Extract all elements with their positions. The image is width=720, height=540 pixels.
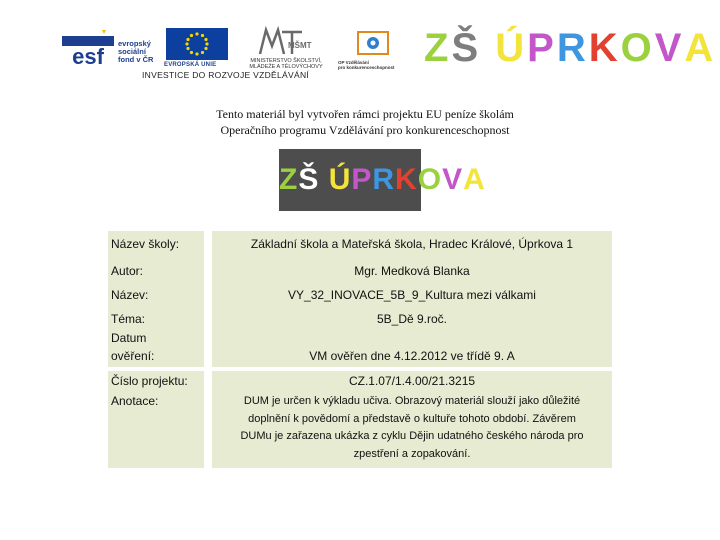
intro-text xyxy=(130,106,600,138)
intro-line-1: Tento materiál byl vytvořen rámci projektu EU peníze školám xyxy=(216,107,514,121)
row-topic-label-cell xyxy=(108,307,204,367)
value-project: CZ.1.07/1.4.00/21.3215 xyxy=(348,374,476,388)
value-author: Mgr. Medková Blanka xyxy=(354,264,470,278)
label-author: Autor: xyxy=(111,264,144,278)
row-annotation-value-cell xyxy=(212,391,612,468)
label-title: Název: xyxy=(111,288,149,302)
logo-letter: Š xyxy=(298,163,320,196)
logo-letter: O xyxy=(417,163,443,196)
row-author-label-cell xyxy=(108,257,204,283)
row-school-label-cell xyxy=(108,231,204,257)
annotation-line-3: DUMu je zařazena ukázka z cyklu Dějin udatného českého národa pro xyxy=(240,430,584,442)
msmt-logo-icon xyxy=(258,26,312,56)
esf-text: evropský sociální fond v ČR xyxy=(118,39,154,64)
row-title xyxy=(108,283,612,307)
row-title-label-cell xyxy=(108,283,204,307)
row-author-value-cell xyxy=(212,257,612,283)
row-annotation xyxy=(108,391,612,468)
logo-letter: R xyxy=(372,163,396,196)
logo-letter xyxy=(481,26,495,70)
investice-banner: INVESTICE DO ROZVOJE VZDĚLÁVÁNÍ xyxy=(142,70,310,80)
logo-letter: K xyxy=(588,26,621,70)
value-annotation xyxy=(212,393,612,463)
label-annotation: Anotace: xyxy=(111,394,159,408)
logo-letter: P xyxy=(351,163,373,196)
label-project: Číslo projektu: xyxy=(111,374,188,388)
row-project xyxy=(108,371,612,391)
logo-letter: R xyxy=(556,26,589,70)
label-topic: Téma: xyxy=(111,312,146,326)
label-verified-2: ověření: xyxy=(111,349,155,363)
logo-letter: O xyxy=(620,26,655,70)
annotation-line-4: zpestření a zopakování. xyxy=(353,447,471,460)
logo-letter: A xyxy=(463,163,486,196)
label-verified-1: Datum xyxy=(111,331,147,345)
row-topic-verified xyxy=(108,307,612,367)
logo-letter: P xyxy=(527,26,557,70)
logo-letter: Ú xyxy=(495,26,528,70)
logo-letter: Š xyxy=(451,26,482,70)
intro-line-2: Operačního programu Vzdělávání pro konkurenceschopnost xyxy=(220,123,510,137)
value-school: Základní škola a Mateřská škola, Hradec Králové, Úprkova 1 xyxy=(250,237,574,251)
school-logo-top xyxy=(424,26,716,70)
logo-letter: Ú xyxy=(328,163,352,196)
logo-letter: K xyxy=(395,163,418,196)
op-label: OP Vzdělávání pro konkurenceschopnost xyxy=(338,60,395,70)
eu-flag-icon xyxy=(166,28,228,60)
value-topic: 5B_Dě 9.roč. xyxy=(376,312,448,326)
msmt-mark-text: MŠMT xyxy=(288,41,312,50)
esf-logo xyxy=(60,28,164,68)
msmt-label: MINISTERSTVO ŠKOLSTVÍ, MLÁDEŽE A TĚLOVÝCHOVY xyxy=(249,58,323,70)
school-logo-middle xyxy=(279,149,486,211)
logo-letter: Z xyxy=(279,163,299,196)
row-project-label-cell xyxy=(108,371,204,391)
row-title-value-cell xyxy=(212,283,612,307)
op-logo-icon xyxy=(354,30,392,58)
row-annotation-label-cell xyxy=(108,391,204,468)
label-school: Název školy: xyxy=(111,237,180,251)
value-title: VY_32_INOVACE_5B_9_Kultura mezi válkami xyxy=(288,288,536,302)
row-school xyxy=(108,231,612,257)
annotation-line-2: doplnění k povědomí a představě o kultuře tohoto období. Závěrem xyxy=(248,412,576,425)
row-school-value-cell xyxy=(212,231,612,257)
logo-letter: A xyxy=(684,26,717,70)
logo-letter: V xyxy=(442,163,464,196)
row-topic-value-cell xyxy=(212,307,612,367)
row-project-value-cell xyxy=(212,371,612,391)
row-author xyxy=(108,257,612,283)
logo-letter xyxy=(319,149,328,211)
esf-mark-text: esf xyxy=(72,44,104,69)
esf-mark-icon xyxy=(60,28,116,68)
logo-letter: Z xyxy=(424,26,452,70)
eu-label: EVROPSKÁ UNIE xyxy=(164,62,217,68)
logo-letter: V xyxy=(654,26,685,70)
annotation-line-1: DUM je určen k výkladu učiva. Obrazový materiál slouží jako důležité xyxy=(243,395,581,407)
value-verified: VM ověřen dne 4.12.2012 ve třídě 9. A xyxy=(309,349,515,363)
